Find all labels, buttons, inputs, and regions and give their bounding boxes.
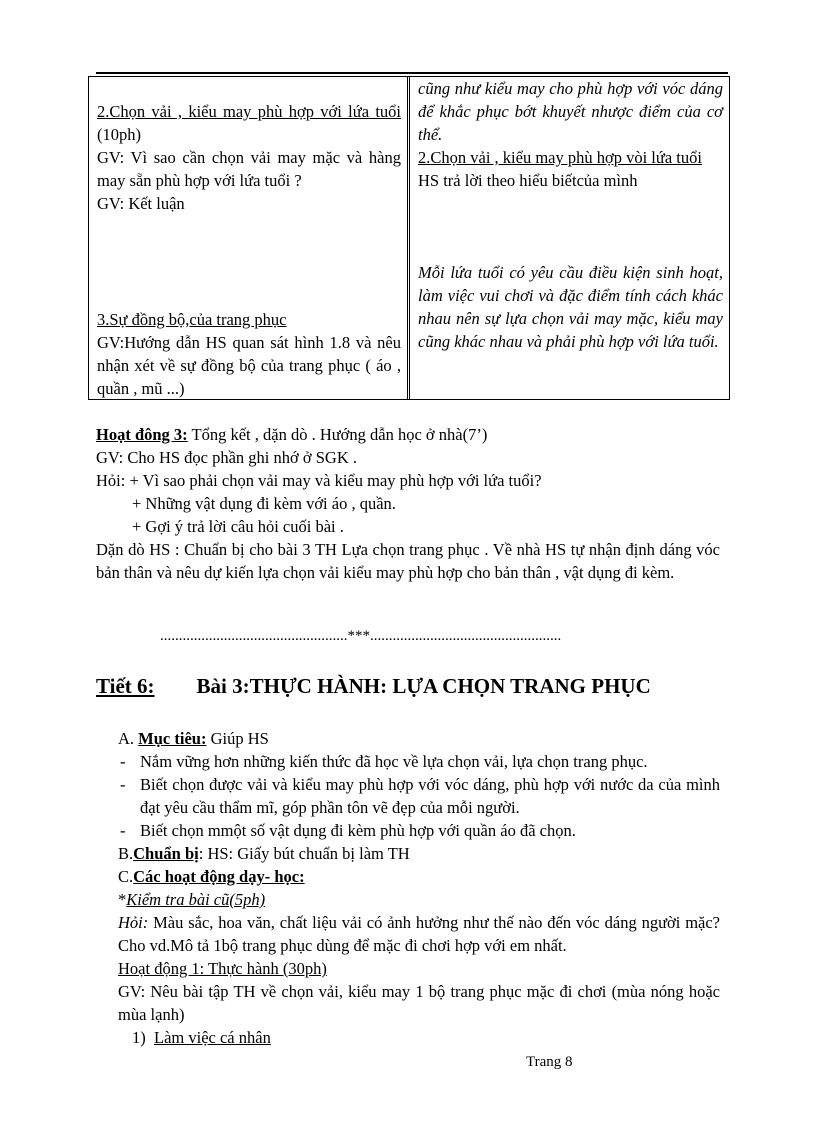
teacher-cell-bottom bbox=[97, 308, 401, 400]
list-item: - Biết chọn được vải và kiểu may phù hợp với vóc dáng, phù hợp với nước da của mình đạt yêu cầu thẩm mĩ, góp phần tôn vẽ đẹp của mỗi người. bbox=[118, 773, 720, 819]
student-note: cũng như kiểu may cho phù hợp với vóc dáng để khắc phục bớt khuyết nhược điểm của cơ thể. bbox=[418, 79, 723, 144]
list-item: - Nắm vững hơn những kiến thức đã học về lựa chọn vải, lựa chọn trang phục. bbox=[118, 750, 720, 773]
activity-heading: Hoạt đông 3: Tổng kết , dặn dò . Hướng dẫn học ở nhà(7’) bbox=[96, 425, 488, 444]
paragraph: GV: Nêu bài tập TH về chọn vải, kiểu may 1 bộ trang phục mặc đi chơi (mùa nóng hoặc mùa lạnh) bbox=[118, 982, 720, 1024]
paragraph: + Gợi ý trả lời câu hỏi cuối bài . bbox=[132, 517, 344, 536]
section-heading: 2.Chọn vải , kiểu may phù hợp với lứa tuổi (10ph) bbox=[97, 102, 401, 144]
activity-3 bbox=[96, 423, 720, 584]
teacher-cell-top bbox=[97, 100, 401, 215]
list-item: - Biết chọn mmột số vật dụng đi kèm phù hợp với quần áo đã chọn. bbox=[118, 819, 720, 842]
section-heading: 2.Chọn vải , kiểu may phù hợp vòi lứa tuổi bbox=[418, 148, 702, 167]
paragraph: Hỏi: + Vì sao phải chọn vải may và kiểu may phù hợp với lứa tuổi? bbox=[96, 471, 542, 490]
numbered-item: 1) Làm việc cá nhân bbox=[132, 1028, 271, 1047]
section-heading: 3.Sự đồng bộ,của trang phục bbox=[97, 310, 287, 329]
teacher-instruction: GV:Hướng dẫn HS quan sát hình 1.8 và nêu nhận xét về sự đồng bộ của trang phục ( áo , quần , mũ ...) bbox=[97, 333, 401, 398]
section-c-heading: C.Các hoạt động dạy- học: bbox=[118, 867, 305, 886]
student-column bbox=[410, 77, 729, 399]
activity-1-heading: Hoạt động 1: Thực hành (30ph) bbox=[118, 959, 327, 978]
check-old-lesson: *Kiểm tra bài cũ(5ph) bbox=[118, 890, 266, 909]
paragraph: GV: Cho HS đọc phần ghi nhớ ở SGK . bbox=[96, 448, 357, 467]
student-conclusion: Mỗi lứa tuổi có yêu cầu điều kiện sinh hoạt, làm việc vui chơi và đặc điểm tính cách khác nhau nên sự lựa chọn vải may mặc, kiểu may cũng khác nhau và phải phù hợp với lứa tuổi. bbox=[418, 263, 723, 351]
period-label: Tiết 6: bbox=[96, 674, 155, 698]
lesson-name: Bài 3:THỰC HÀNH: LỰA CHỌN TRANG PHỤC bbox=[196, 674, 651, 698]
section-a bbox=[118, 727, 720, 1049]
question: Hỏi: Màu sắc, hoa văn, chất liệu vải có ảnh hưởng như thế nào đến vóc dáng người mặc?Cho vd.Mô tả 1bộ trang phục dùng để mặc đi chơi hợp với em nhất. bbox=[118, 913, 720, 955]
teacher-column bbox=[89, 77, 410, 399]
top-rule bbox=[96, 72, 728, 74]
student-answer: HS trả lời theo hiểu biếtcủa mình bbox=[418, 171, 638, 190]
section-heading: A. Mục tiêu: Giúp HS bbox=[118, 729, 269, 748]
student-cell-mid bbox=[418, 146, 723, 192]
paragraph: + Những vật dụng đi kèm với áo , quần. bbox=[132, 494, 396, 513]
section-b-heading: B.Chuẩn bị: HS: Giấy bút chuẩn bị làm TH bbox=[118, 844, 410, 863]
lesson-title bbox=[96, 674, 651, 699]
separator: ..................................................***................................................... bbox=[160, 628, 562, 644]
teacher-conclusion: GV: Kết luận bbox=[97, 194, 185, 213]
page-number: Trang 8 bbox=[526, 1054, 573, 1070]
lesson-table bbox=[88, 76, 730, 400]
paragraph: Dặn dò HS : Chuẩn bị cho bài 3 TH Lựa chọn trang phục . Về nhà HS tự nhận định dáng vóc bản thân và nêu dự kiến lựa chọn vải kiểu may phù hợp cho bản thân , vật dụng đi kèm. bbox=[96, 540, 720, 582]
teacher-question: GV: Vì sao cần chọn vải may mặc và hàng may sẵn phù hợp với lứa tuổi ? bbox=[97, 148, 401, 190]
